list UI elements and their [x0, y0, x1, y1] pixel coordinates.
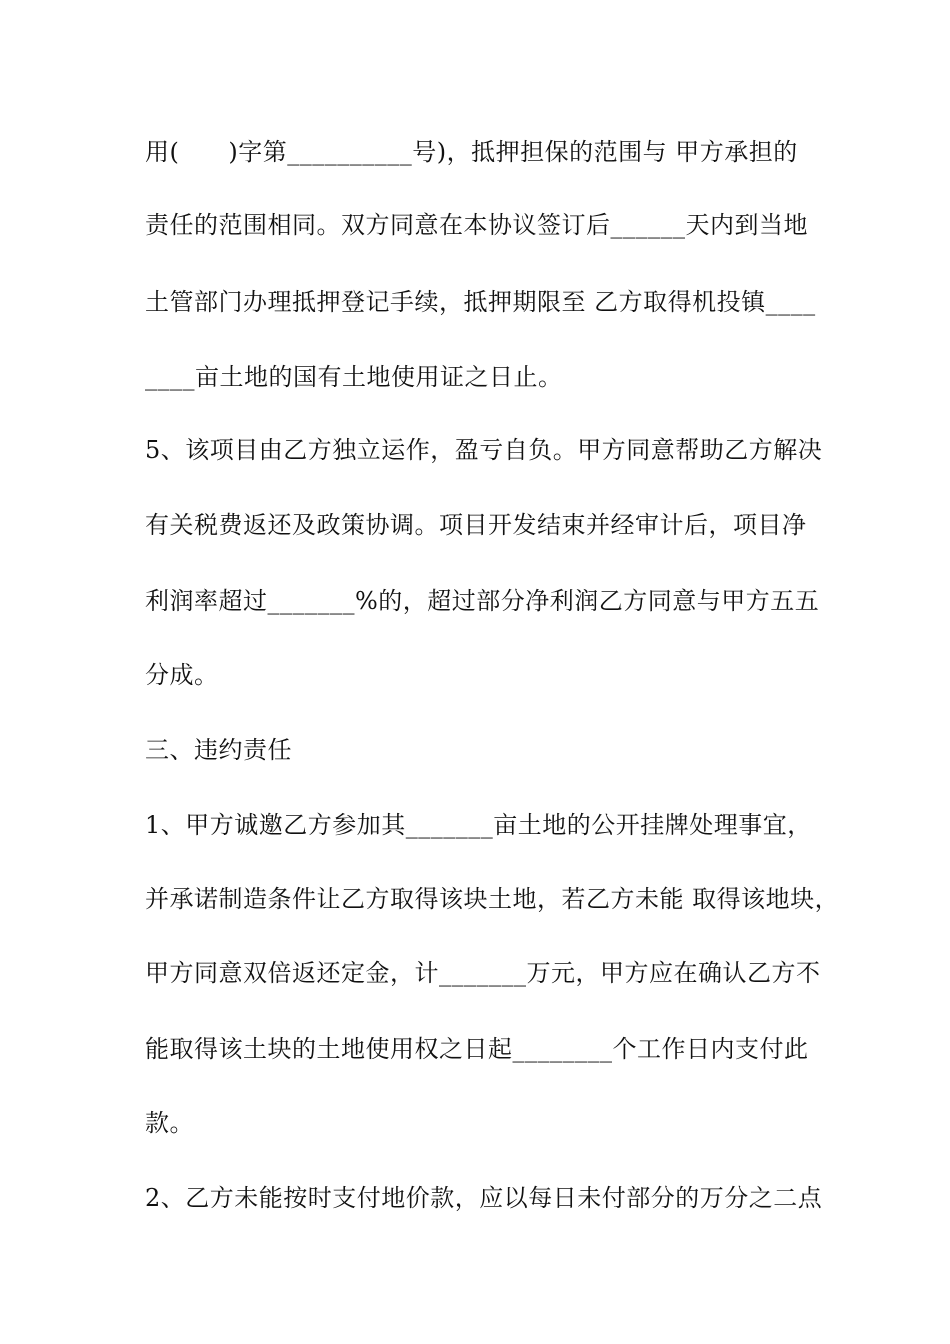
text-line-7: 利润率超过_______%的，超过部分净利润乙方同意与甲方五五: [145, 587, 820, 615]
text-line-8: 分成。: [145, 661, 219, 689]
text-line-6: 有关税费返还及政策协调。项目开发结束并经审计后，项目净: [145, 511, 807, 539]
text-line-12: 甲方同意双倍返还定金，计_______万元，甲方应在确认乙方不: [145, 959, 821, 987]
text-line-10: 1、甲方诚邀乙方参加其_______亩土地的公开挂牌处理事宜，: [145, 811, 812, 839]
text-line-2: 责任的范围相同。双方同意在本协议签订后______天内到当地: [145, 211, 808, 239]
text-line-1: 用( )字第__________号)，抵押担保的范围与 甲方承担的: [145, 138, 798, 166]
text-line-14: 款。: [145, 1109, 194, 1137]
section-heading: 三、违约责任: [145, 736, 292, 764]
text-line-5: 5、该项目由乙方独立运作，盈亏自负。甲方同意帮助乙方解决: [145, 436, 823, 464]
text-line-3: 土管部门办理抵押登记手续，抵押期限至 乙方取得机投镇____: [145, 288, 816, 316]
text-line-4: ____亩土地的国有土地使用证之日止。: [145, 363, 563, 391]
text-line-13: 能取得该土块的土地使用权之日起________个工作日内支付此: [145, 1035, 809, 1063]
text-line-15: 2、乙方未能按时支付地价款，应以每日未付部分的万分之二点: [145, 1184, 823, 1212]
text-line-11: 并承诺制造条件让乙方取得该块土地，若乙方未能 取得该地块，: [145, 885, 840, 913]
